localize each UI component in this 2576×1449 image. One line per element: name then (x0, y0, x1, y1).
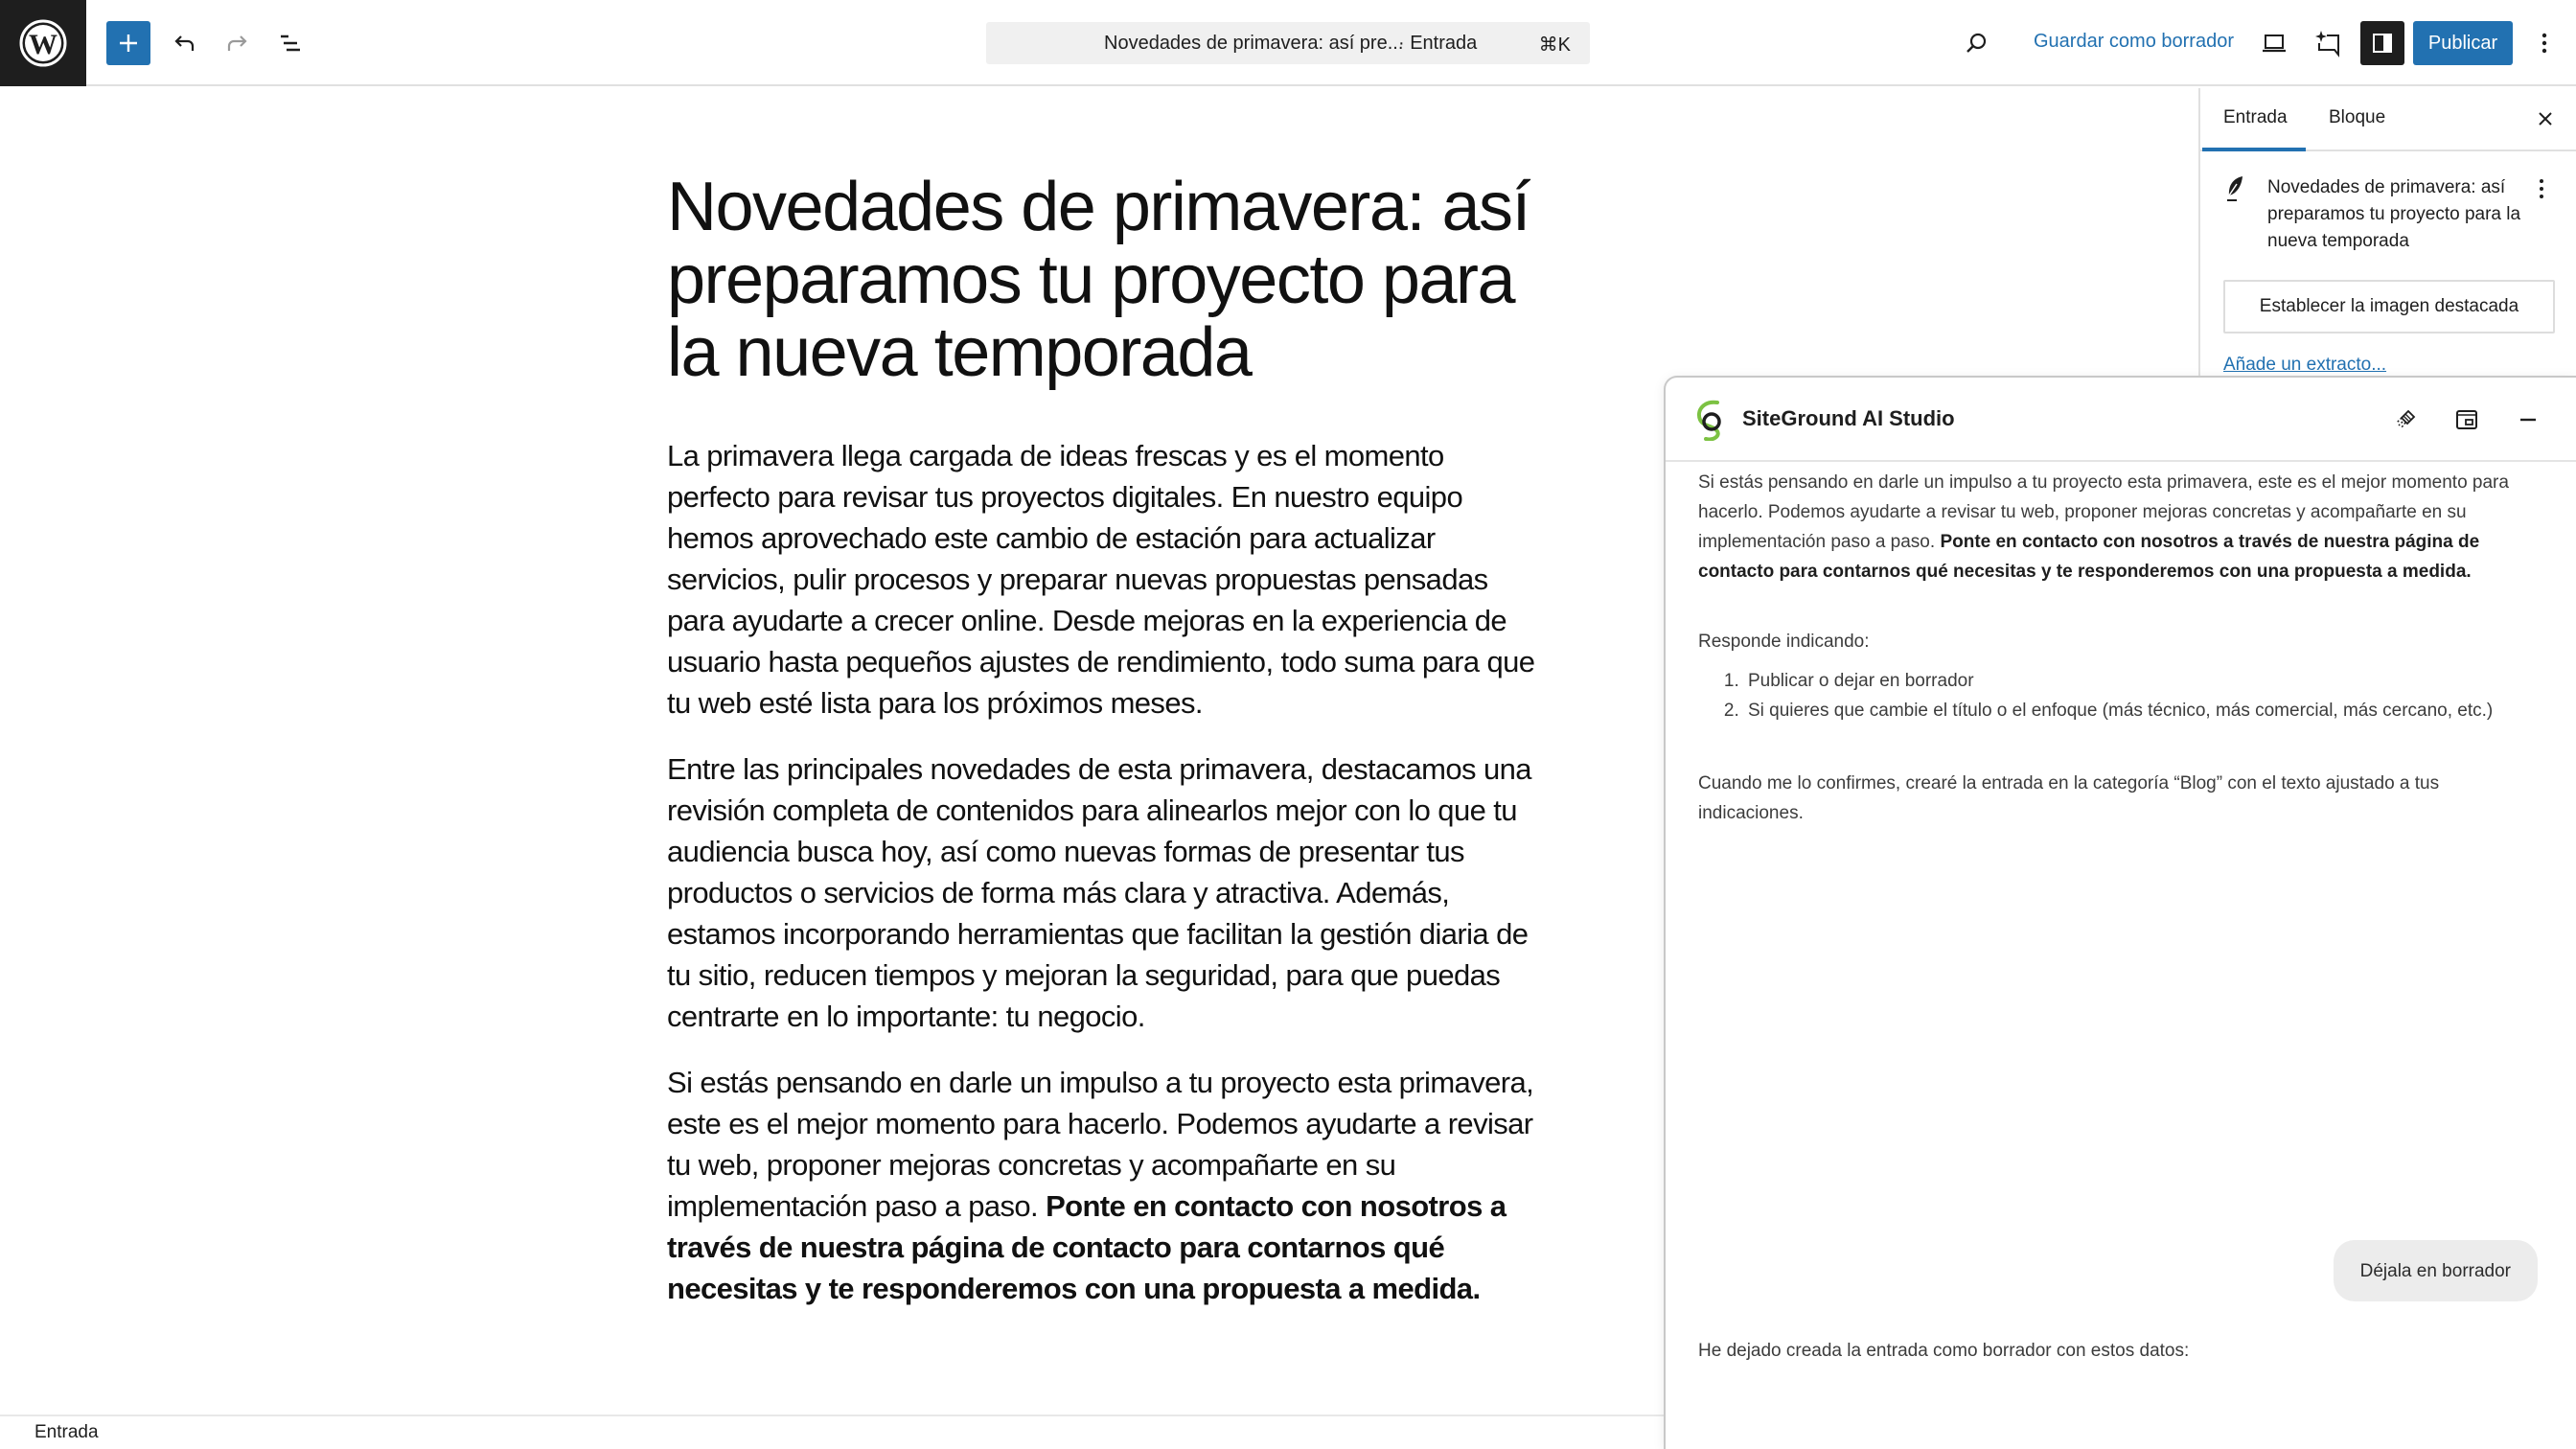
svg-text:W: W (29, 29, 58, 60)
settings-sidebar-toggle[interactable] (2360, 21, 2404, 65)
sidebar-tabs (2200, 88, 2576, 151)
preview-laptop-icon (2261, 32, 2288, 55)
clear-chat-button[interactable] (2386, 401, 2425, 439)
message-text: Si estás pensando en darle un impulso a tu proyecto esta primavera, este es el mejor momento para hacerlo. Podemos ayudarte a revisar tu web, proponer mejoras concretas y acompañarte en su implementación paso a paso. (1698, 472, 2509, 552)
options-list (1698, 666, 2542, 725)
add-block-button[interactable] (106, 21, 150, 65)
assistant-message (1698, 468, 2542, 586)
search-icon (1965, 31, 1990, 56)
more-vertical-icon (2539, 177, 2544, 200)
document-title: Novedades de primavera: así pre... (1104, 33, 1404, 54)
plus-icon (118, 33, 139, 54)
ai-assistant-button[interactable] (2306, 21, 2350, 65)
picture-in-picture-button[interactable] (2448, 401, 2486, 439)
post-title[interactable]: Novedades de primavera: así preparamos tu proyecto para la nueva temporada (667, 169, 1530, 391)
tab-entrada[interactable]: Entrada (2223, 107, 2288, 127)
message-text: Responde indicando: (1698, 632, 1870, 652)
options-menu-button[interactable] (2522, 21, 2566, 65)
command-shortcut: ⌘K (1538, 34, 1571, 56)
undo-icon (172, 31, 197, 56)
document-type: · Entrada (1398, 33, 1478, 54)
paragraph-block-1[interactable]: La primavera llega cargada de ideas frescas y es el momento perfecto para revisar tus proyectos digitales. En nuestro equipo hemos aprovechado este cambio de estación para actualizar servicios, pulir procesos y preparar nuevas propuestas pensadas para ayudarte a crecer online. Desde mejoras en la experiencia de usuario hasta pequeños ajustes de rendimiento, todo suma para que tu web esté lista para los próximos meses. (667, 439, 1535, 720)
publish-button[interactable]: Publicar (2413, 21, 2513, 65)
post-feather-icon (2223, 174, 2246, 203)
paragraph-block-2[interactable]: Entre las principales novedades de esta primavera, destacamos una revisión completa de contenidos para alinearlos mejor con lo que tu audiencia busca hoy, así como nuevas formas de presentar tus productos o servicios de forma más clara y atractiva. Además, estamos incorporando herramientas que facilitan la gestión diaria de tu sitio, reducen tiempos y mejoran la seguridad, para que puedas centrarte en lo importante: tu negocio. (667, 752, 1531, 1033)
brush-clear-icon (2394, 408, 2417, 431)
undo-button[interactable] (163, 21, 207, 65)
minimize-icon (2519, 418, 2537, 422)
post-content (667, 171, 1549, 1334)
assistant-message (1698, 1336, 2542, 1366)
siteground-logo-icon (1692, 399, 1731, 441)
chat-messages (1666, 464, 2566, 1422)
more-vertical-icon (2541, 31, 2548, 56)
save-draft-button[interactable]: Guardar como borrador (2034, 31, 2234, 52)
paragraph-block-3[interactable] (667, 1062, 1549, 1309)
search-button[interactable] (1955, 21, 1999, 65)
assistant-message (1698, 627, 2542, 725)
user-message-bubble (2334, 1240, 2538, 1301)
ai-panel-header (1666, 378, 2576, 462)
breadcrumb-item[interactable]: Entrada (34, 1422, 99, 1442)
paragraph-bold-text: Ponte en contacto con nosotros a través de nuestra página de contacto para contarnos qué necesitas y te responderemos con una propuesta a medida. (667, 1189, 1506, 1305)
active-tab-indicator (2202, 148, 2306, 151)
option-item: 1. Publicar o dejar en borrador (1744, 666, 2542, 696)
redo-icon (224, 31, 249, 56)
minimize-panel-button[interactable] (2509, 401, 2547, 439)
set-featured-image-button[interactable]: Establecer la imagen destacada (2223, 280, 2555, 334)
message-text: He dejado creada la entrada como borrador con estos datos: (1698, 1341, 2190, 1361)
wordpress-logo-icon (18, 18, 68, 68)
document-overview-button[interactable] (268, 21, 312, 65)
sidebar-settings-icon (2371, 32, 2394, 55)
post-actions-menu[interactable] (2530, 174, 2553, 203)
option-item: 2. Si quieres que cambie el título o el enfoque (más técnico, más comercial, más cercano, etc.) (1744, 696, 2542, 725)
tab-bloque[interactable]: Bloque (2329, 107, 2386, 127)
message-bold-text: Ponte en contacto con nosotros a través de nuestra página de contacto para contarnos qué necesitas y te responderemos con una propuesta a medida. (1698, 532, 2480, 582)
sidebar-post-title: Novedades de primavera: así preparamos tu proyecto para la nueva temporada (2267, 177, 2521, 251)
close-icon (2537, 110, 2554, 127)
message-text: Cuando me lo confirmes, crearé la entrada en la categoría “Blog” con el texto ajustado a tus indicaciones. (1698, 773, 2440, 823)
ai-sparkle-comment-icon (2313, 29, 2342, 58)
picture-in-picture-icon (2455, 409, 2478, 430)
redo-button[interactable] (215, 21, 259, 65)
assistant-confirm-text (1698, 769, 2542, 828)
add-excerpt-link[interactable]: Añade un extracto... (2223, 355, 2387, 375)
editor-top-toolbar (0, 0, 2576, 86)
preview-button[interactable] (2252, 21, 2296, 65)
command-palette-bar[interactable] (986, 22, 1590, 64)
close-sidebar-button[interactable] (2528, 102, 2563, 136)
list-view-icon (278, 31, 303, 56)
siteground-ai-studio-panel (1664, 376, 2576, 1449)
ai-panel-title: SiteGround AI Studio (1742, 406, 1955, 430)
user-message-text: Déjala en borrador (2359, 1260, 2511, 1281)
paragraph-text: Si estás pensando en darle un impulso a tu proyecto esta primavera, este es el mejor momento para hacerlo. Podemos ayudarte a revisar tu web, proponer mejoras concretas y acompañarte en su implementación paso a paso. (667, 1066, 1534, 1223)
wordpress-logo-button[interactable] (0, 0, 86, 86)
